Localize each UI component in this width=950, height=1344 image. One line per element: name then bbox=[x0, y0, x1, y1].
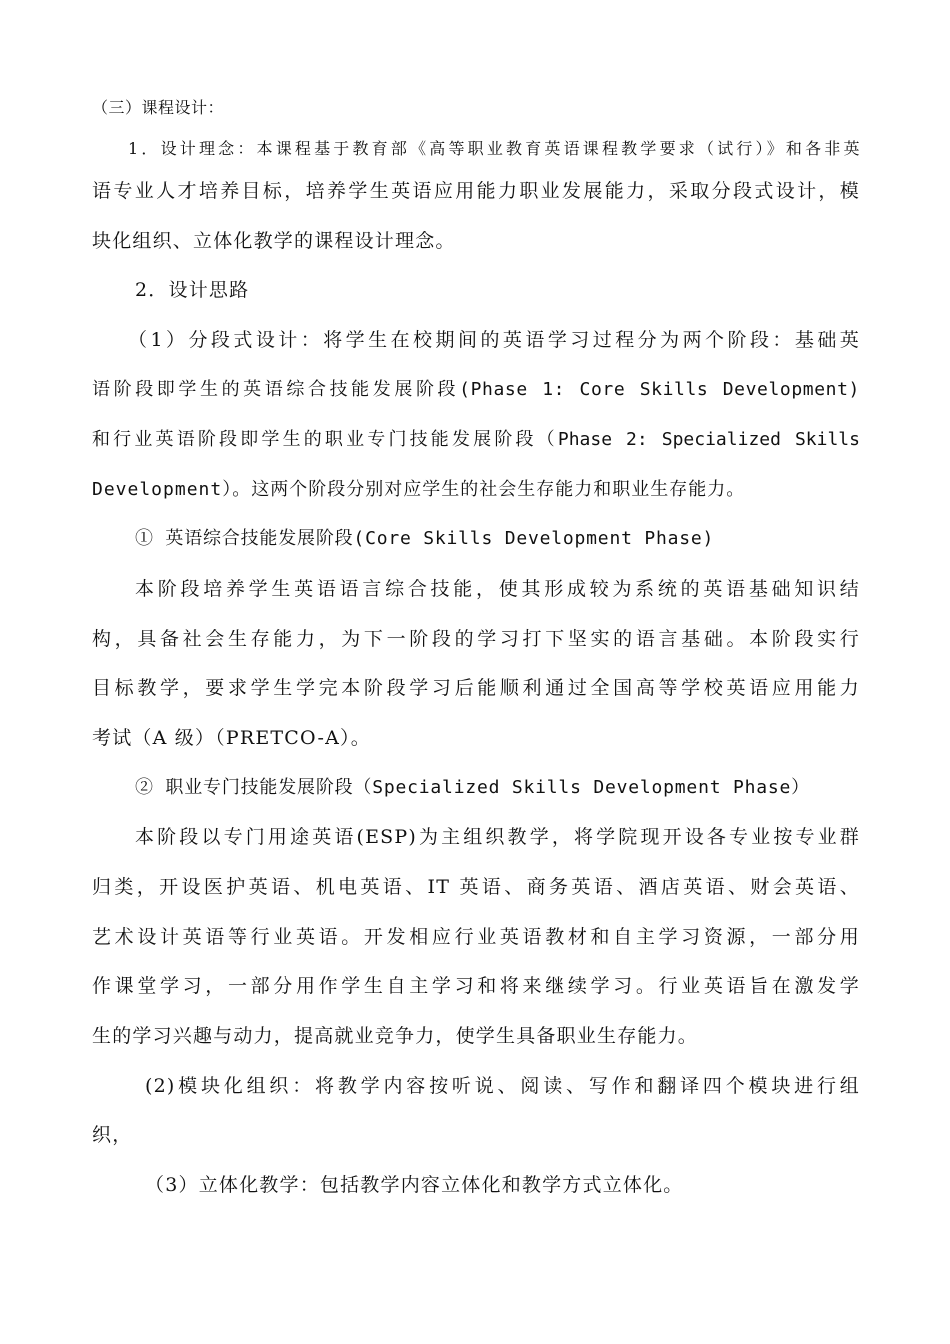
paragraph-line: 语专业人才培养目标，培养学生英语应用能力职业发展能力，采取分段式设计，模 bbox=[92, 180, 860, 202]
paragraph-line: 作课堂学习，一部分用作学生自主学习和将来继续学习。行业英语旨在激发学 bbox=[92, 975, 860, 997]
paragraph-line: 块化组织、立体化教学的课程设计理念。 bbox=[92, 230, 456, 252]
paragraph-line: 本阶段培养学生英语语言综合技能，使其形成较为系统的英语基础知识结 bbox=[135, 578, 860, 600]
phase-heading: ① 英语综合技能发展阶段(Core Skills Development Phase) bbox=[135, 528, 715, 549]
paragraph-line: （1）分段式设计：将学生在校期间的英语学习过程分为两个阶段：基础英 bbox=[128, 329, 860, 351]
paragraph-line: 考试（A 级）（PRETCO-A）。 bbox=[92, 727, 371, 749]
paragraph-line: 织， bbox=[92, 1124, 133, 1146]
paragraph-line: （3）立体化教学：包括教学内容立体化和教学方式立体化。 bbox=[145, 1174, 684, 1196]
phase-heading: ② 职业专门技能发展阶段（Specialized Skills Development Phase） bbox=[135, 777, 810, 798]
paragraph-line: 本阶段以专门用途英语(ESP)为主组织教学，将学院现开设各专业按专业群 bbox=[135, 826, 860, 848]
paragraph-line: 生的学习兴趣与动力，提高就业竞争力，使学生具备职业生存能力。 bbox=[92, 1025, 699, 1047]
paragraph-line: 构，具备社会生存能力，为下一阶段的学习打下坚实的语言基础。本阶段实行 bbox=[92, 628, 860, 650]
section-heading: （三）课程设计： bbox=[92, 98, 225, 117]
paragraph-line: 归类，开设医护英语、机电英语、IT 英语、商务英语、酒店英语、财会英语、 bbox=[92, 876, 860, 898]
paragraph-line: 艺术设计英语等行业英语。开发相应行业英语教材和自主学习资源，一部分用 bbox=[92, 926, 860, 948]
subheading-design-approach: 2．设计思路 bbox=[135, 279, 250, 301]
paragraph-line: 和行业英语阶段即学生的职业专门技能发展阶段（Phase 2: Specialized Skills bbox=[92, 429, 860, 450]
paragraph-line: (2)模块化组织：将教学内容按听说、阅读、写作和翻译四个模块进行组 bbox=[145, 1075, 860, 1097]
paragraph-line: Development）。这两个阶段分别对应学生的社会生存能力和职业生存能力。 bbox=[92, 479, 746, 500]
paragraph-line: 语阶段即学生的英语综合技能发展阶段(Phase 1: Core Skills Development) bbox=[92, 379, 860, 400]
paragraph-line: 1．设计理念：本课程基于教育部《高等职业教育英语课程教学要求（试行）》和各非英 bbox=[128, 139, 860, 158]
paragraph-line: 目标教学，要求学生学完本阶段学习后能顺利通过全国高等学校英语应用能力 bbox=[92, 677, 860, 699]
